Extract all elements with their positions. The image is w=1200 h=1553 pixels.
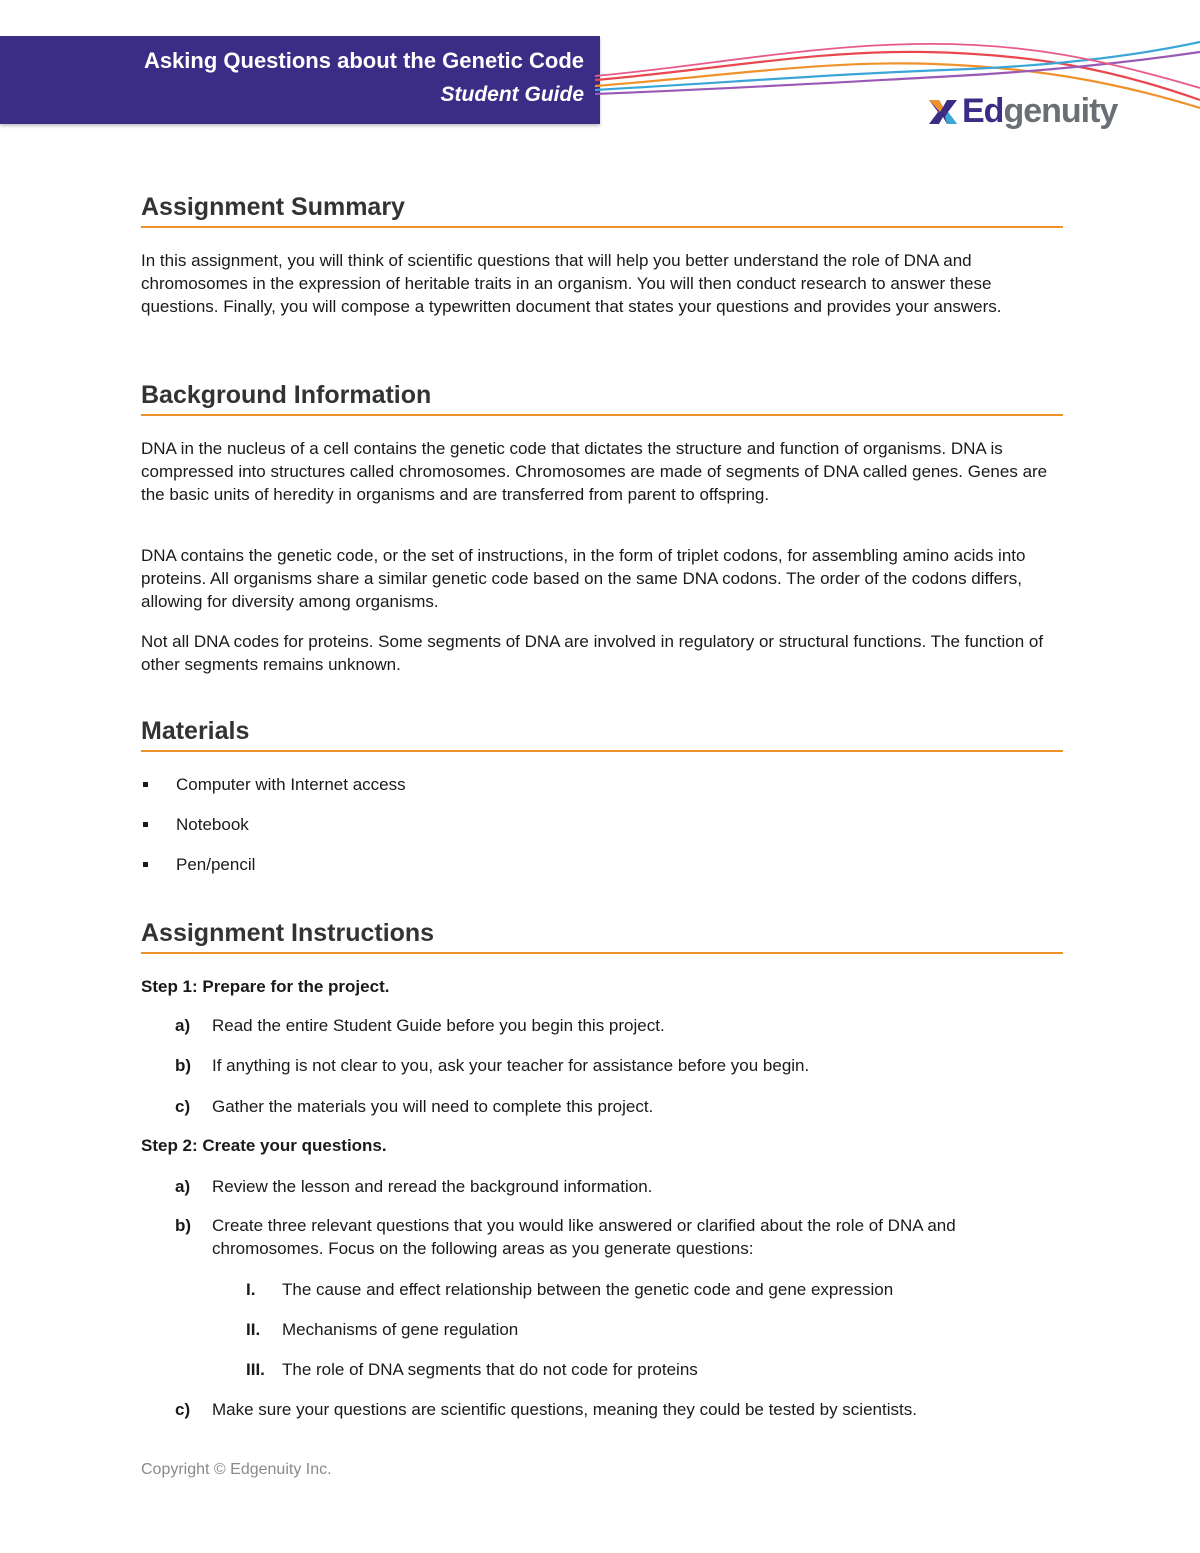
section-heading-instructions: Assignment Instructions [141, 918, 1063, 954]
section-heading-background: Background Information [141, 380, 1063, 416]
header-banner [0, 36, 600, 124]
step-2-title: Step 2: Create your questions. [141, 1136, 387, 1155]
bullet-icon [143, 862, 148, 867]
background-paragraph-1: DNA in the nucleus of a cell contains the genetic code that dictates the structure and function of organisms. DNA is compressed into structures called chromosomes. Chromosomes are made of segments of DNA called genes. Genes are the basic units of heredity in organisms and are transferred from parent to offspring. [141, 439, 1048, 504]
document-subtitle: Student Guide [440, 83, 584, 106]
bullet-icon [143, 822, 148, 827]
edgenuity-x-icon [926, 95, 960, 129]
document-title: Asking Questions about the Genetic Code [143, 48, 584, 73]
background-paragraph-3: Not all DNA codes for proteins. Some segments of DNA are involved in regulatory or structural functions. The function of other segments remains unknown. [141, 632, 1044, 674]
section-heading-materials: Materials [141, 716, 1063, 752]
step-1-title: Step 1: Prepare for the project. [141, 977, 390, 996]
summary-paragraph: In this assignment, you will think of scientific questions that will help you better understand the role of DNA and chromosomes in the expression of heritable traits in an organism. You will then conduct research to answer these questions. Finally, you will compose a typewritten document that states your questions and provides your answers. [141, 251, 1002, 316]
edgenuity-logo [926, 92, 1118, 133]
bullet-icon [143, 782, 148, 787]
copyright-footer: Copyright © Edgenuity Inc. [141, 1461, 332, 1478]
logo-wordmark: Edgenuity [962, 92, 1118, 130]
background-paragraph-2: DNA contains the genetic code, or the set of instructions, in the form of triplet codons, for assembling amino acids into proteins. All organisms share a similar genetic code based on the same DNA codons. The order of the codons differs, allowing for diversity among organisms. [141, 546, 1026, 611]
section-heading-summary: Assignment Summary [141, 192, 1063, 228]
